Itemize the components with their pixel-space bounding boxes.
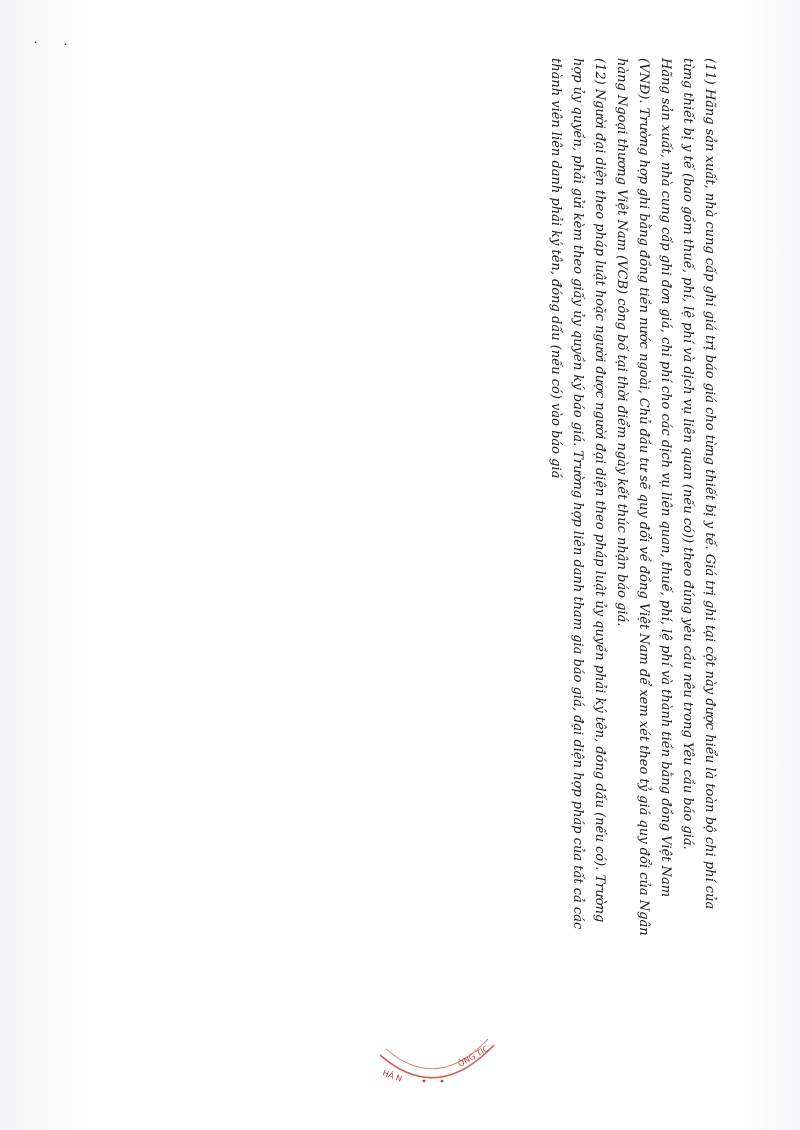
note-line: (VNĐ). Trường hợp ghi bằng đồng tiền nước ngoài, Chủ đầu tư sẽ quy đổi về đồng Việt Nam để xem xét theo tỷ giá quy đổi của Ngân [636, 58, 651, 936]
note-line: Hãng sản xuất, nhà cung cấp ghi đơn giá, chi phí cho các dịch vụ liên quan, thuế, phí, lệ phí và thành tiền bằng đồng Việt Nam [658, 58, 673, 898]
note-line: hàng Ngoại thương Việt Nam (VCB) công bố tại thời điểm ngày kết thúc nhận báo giá. [614, 58, 629, 627]
rotated-notes-block [544, 58, 720, 1058]
note-line: thành viên liên danh phải ký tên, đóng dấu (nếu có) vào báo giá [548, 58, 563, 479]
stamp-text-left: HÀ N [381, 1068, 404, 1084]
stamp-arc [372, 1035, 502, 1105]
scan-speck: · [64, 40, 68, 51]
stamp-dot [441, 1080, 444, 1083]
stamp-text-right: ÔNG TIC [456, 1044, 491, 1069]
company-stamp [372, 1035, 502, 1105]
stamp-dot [423, 1080, 426, 1083]
scan-speck: · [34, 38, 38, 49]
note-line: hợp ủy quyền, phải gửi kèm theo giấy ủy quyền ký báo giá. Trường hợp liên danh tham gia báo giá, đại diện hợp pháp của tất cả các [570, 58, 585, 930]
note-line: từng thiết bị y tế (bao gồm thuế, phí, lệ phí và dịch vụ liên quan (nếu có)) theo đúng yêu cầu nêu trong Yêu cầu báo giá. [680, 58, 695, 850]
note-line: (12) Người đại diện theo pháp luật hoặc người được người đại diện theo pháp luật ủy quyền phải ký tên, đóng dấu (nếu có). Trường [592, 58, 607, 923]
note-line: (11) Hãng sản xuất, nhà cung cấp ghi giá trị báo giá cho từng thiết bị y tế. Giá trị ghi tại cột này được hiểu là toàn bộ chi phí của [702, 58, 717, 910]
